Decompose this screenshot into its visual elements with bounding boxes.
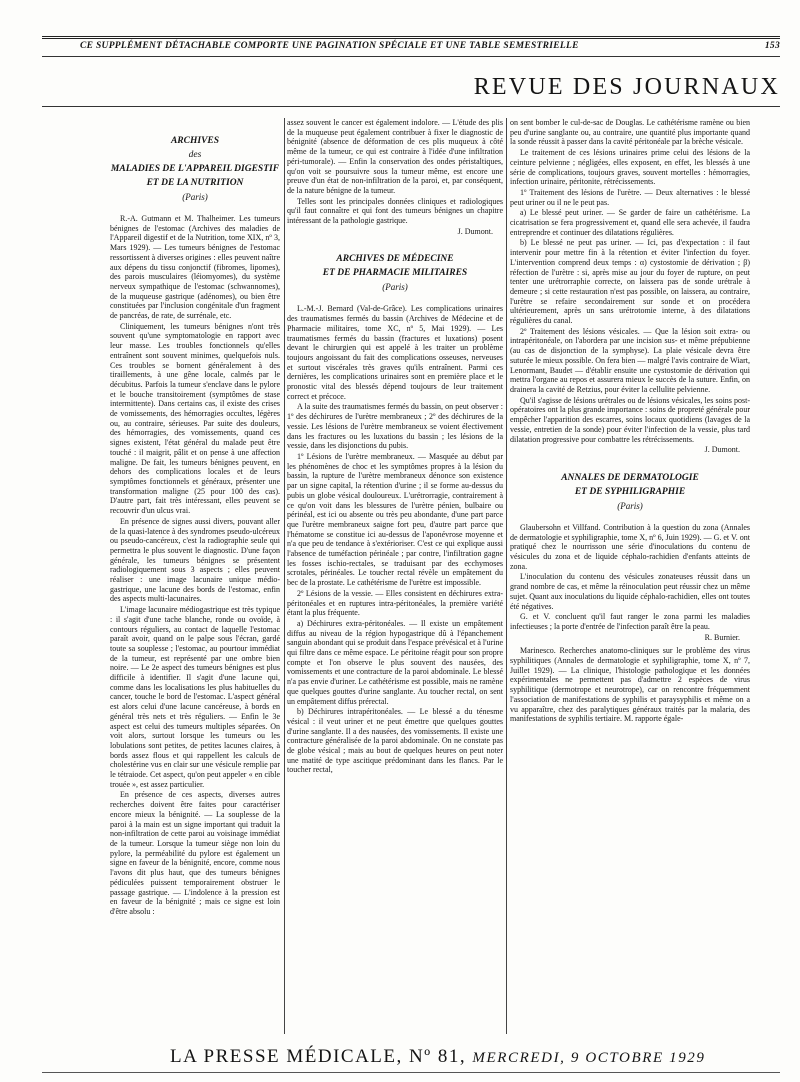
journal-heading-dermatologie (510, 471, 750, 513)
article-paragraph: En présence de ces aspects, diverses autres recherches doivent être faites pour caractériser encore mieux la bénignité. — La souplesse de la paroi à la main est un signe important qui traduit la non-infiltration de cette paroi au voisinage immédiat de la tumeur. Lorsque la tumeur siège non loin du pylore, la perméabilité du pylore est également un signe en faveur de la bénignité, encore, comme nous l'avons dit plus haut, que des tumeurs bénignes pédiculées puissent temporairement obstruer le passage gastrique. — L'indolence à la pression est en faveur de la bénignité ; mais ce signe est loin d'être absolu : (110, 790, 280, 916)
section-title (0, 74, 780, 101)
article-paragraph: L'inoculation du contenu des vésicules zonateuses réussit dans un grand nombre de cas, et même la réinoculation peut réussir chez un même sujet. Quant aux inoculations du liquide céphalo-rachidien, elles ont toutes été négatives. (510, 572, 750, 611)
journal-line: ET DE LA NUTRITION (146, 178, 244, 188)
column-3 (510, 118, 750, 1041)
article-paragraph: on sent bomber le cul-de-sac de Douglas. Le cathétérisme ramène ou bien peu d'urine sanglante ou, au contraire, une quantité plus importante quand la sonde réussit à passer dans la cavité péritonéale par la brèche vésicale. (510, 118, 750, 147)
column-1 (110, 118, 280, 1041)
journal-line: MALADIES DE L'APPAREIL DIGESTIF (110, 164, 280, 174)
author-signature: J. Dumont. (704, 445, 740, 455)
article-paragraph: b) Le blessé ne peut pas uriner. — Ici, pas d'expectation : il faut intervenir pour mettre fin à la rétention et éviter l'infection du foyer. L'intervention comprend deux temps : α) cystostomie de dérivation ; β) réfection de l'urètre : si, après mise au jour du foyer de rupture, on peut tenter une urétrorraphie correcte, on laissera pas de sonde urétrale à demeure ; si cette restauration n'est pas possible, on laissera, au contraire, l'urètre se refaire secondairement sur sonde et on procédera ultérieurement, après un sans urétrotomie interne, à des dilatations régulières du canal. (510, 238, 750, 326)
journal-line: ARCHIVES DE MÉDECINE (336, 254, 454, 265)
journal-heading-militaires (287, 252, 503, 294)
footer-date: MERCREDI, 9 OCTOBRE 1929 (472, 1050, 706, 1066)
article-paragraph: R.-A. Gutmann et M. Thalheimer. Les tumeurs bénignes de l'estomac (Archives des maladies de l'Appareil digestif et de la Nutrition, tome XIX, nº 3, Mars 1929). — Les tumeurs bénignes de l'estomac ressortissent à diverses origines : elles peuvent naître aux dépens du tissu conjonctif (fibromes, lipomes), des parois musculaires (léiomyomes), du système nerveux sympathique de l'estomac (schwannomes), de la muqueuse gastrique (adénomes), ou bien être constituées par l'inclusion congénitale d'un fragment de pancréas, de rate, de surrénale, etc. (110, 214, 280, 321)
journal-line: ANNALES DE DERMATOLOGIE (561, 472, 699, 483)
journal-line: ET DE SYPHILIGRAPHIE (574, 486, 686, 497)
page-footer (170, 1046, 706, 1068)
journal-city: (Paris) (617, 500, 643, 511)
journal-heading-digestif (110, 134, 280, 204)
column-divider-2 (506, 118, 507, 1034)
article-paragraph: Le traitement de ces lésions urinaires prime celui des lésions de la ceinture pelvienne ; négligées, elles exposent, en effet, les blessés à une série de complications, toujours graves, souvent mortelles : hémorragies, infection urinaire, péritonite, rétrécissements. (510, 148, 750, 187)
column-2 (287, 118, 503, 1041)
article-paragraph: Glaubersohn et Villfand. Contribution à la question du zona (Annales de dermatologie et syphiligraphie, tome X, nº 6, Juin 1929). — G. et V. ont pratiqué chez le nourrisson une série d'inoculations du contenu de vésicules du zona et de liquide céphalo-rachidien d'enfants atteints de zona. (510, 522, 750, 571)
article-paragraph: Marinesco. Recherches anatomo-cliniques sur le problème des virus syphilitiques (Annales de dermatologie et syphiligraphie, tome X, nº 7, Juillet 1929). — La clinique, l'histologie pathologique et les données expérimentales ne permettent pas d'admettre 2 espèces de virus syphilitique (dermotrope et neurotrope), car on rencontre fréquemment l'association de manifestations de syphilis et paraysyphilis et même on a vu apparaître, chez des paralytiques généraux traités par la malaria, des manifestations de syphilis tertiaire. M. rapporte égale- (510, 646, 750, 724)
article-paragraph: L'image lacunaire médiogastrique est très typique : il s'agit d'une tache blanche, ronde ou ovoïde, à contours réguliers, au contact de laquelle l'estomac paraît avoir, quand on le palpe sous l'écran, gardé toute sa souplesse ; l'estomac, au pourtour immédiat de la tumeur, est représenté par une ombre bien noire. — Le 2e aspect des tumeurs bénignes est plus difficile à identifier. Il s'agit d'une lacune qui, comme dans les localisations les plus habituelles du cancer, touche le bord de l'estomac. L'aspect général est alors celui d'une lacune cancéreuse, à bords en général très nets et très réguliers. — Enfin le 3e aspect est celui des tumeurs multiples séparées. On voit alors, surtout lorsque les tumeurs ou les lobulations sont petites, de petites lacunes claires, à bords assez flous et qui rappellent les calculs de cholestérine vus en clair sur une vésicule remplie par le tétraiode. Cet aspect, qu'on peut appeler « en cible trouée », est assez particulier. (110, 605, 280, 789)
page-number: 153 (764, 41, 780, 51)
article-paragraph: 1º Lésions de l'urètre membraneux. — Masquée au début par les phénomènes de choc et les symptômes propres à la lésion du bassin, la rupture de l'urètre membraneux dénonce son existence par un signe capital, la rétention d'urine ; il se forme au-dessus du pubis un globe vésical douloureux. L'urétrorragie, contrairement à ce qu'on voit dans les blessures de l'urètre pénien, bulbaire ou périnéal, est ici ou absente ou très peu abondante, d'une part parce que l'urètre membraneux saigne fort peu, d'autre part parce que l'hématome se constitue ici au-dessus de l'aponévrose moyenne et n'a que peu de tendance à s'extérioriser. C'est ce qui explique aussi l'absence de tuméfaction périnéale ; par contre, l'infiltration gagne les fosses ischio-rectales, se traduisant par des ecchymoses scrotales, périnéales. Le toucher rectal révèle un empâtement du bec de la prostate. Le cathétérisme de l'urètre est impossible. (287, 451, 503, 588)
article-paragraph: Qu'il s'agisse de lésions urétrales ou de lésions vésicales, les soins post-opératoires ont la plus grande importance : soins de propreté générale pour empêcher l'apparition des escarres, soins locaux quotidiens (lavages de la vessie, entretien de la sonde) pour éviter l'infection de la vessie, plus tard dilatation progressive pour combattre les rétrécissements. (510, 395, 750, 444)
article-paragraph: G. et V. concluent qu'il faut ranger le zona parmi les maladies infectieuses ; la porte d'entrée de l'infection paraît être la peau. (510, 612, 750, 631)
section-title-text: REVUE DES JOURNAUX (473, 74, 780, 100)
journal-line: des (188, 150, 202, 160)
running-header (80, 38, 780, 54)
footer-journal-name: LA PRESSE MÉDICALE, Nº 81, (170, 1046, 467, 1067)
article-paragraph: Cliniquement, les tumeurs bénignes n'ont très souvent qu'une symptomatologie en rapport avec leur masse. Les troubles fonctionnels qu'elles entraînent sont souvent minimes, quelquefois nuls. Ces troubles se bornent généralement à des tiraillements, à une gêne locale, calmés par le décubitus. Parfois la tumeur s'enclave dans le pylore et le bouche transitoirement (symptômes de stase intermittente). Dans certains cas, il existe des crises de vomissements, des hémorragies occultes, légères ou, au contraire, sérieuses. Par suite des douleurs, des hémorragies, des vomissements, quand ces signes existent, l'état général du malade peut être touché : il maigrit, pâlit et on pense à une affection maligne. De fait, les tumeurs bénignes peuvent, en dehors des complications locales et de leurs symptômes fonctionnels et généraux, présenter une transformation maligne (25 pour 100 des cas). D'autre part, fait très intéressant, elles peuvent se recouvrir d'un ulcus vrai. (110, 321, 280, 516)
article-paragraph: Telles sont les principales données cliniques et radiologiques qu'il faut connaître et qui font des tumeurs bénignes un chapitre intéressant de la pathologie gastrique. (287, 196, 503, 226)
journal-line: ET DE PHARMACIE MILITAIRES (322, 268, 468, 279)
author-signature: J. Dumont. (457, 226, 493, 236)
header-rule (42, 56, 780, 57)
journal-line: ARCHIVES (170, 136, 220, 146)
article-paragraph: 2º Traitement des lésions vésicales. — Que la lésion soit extra- ou intrapéritonéale, on l'abordera par une incision sus- et même prépubienne (au cas de disjonction de la symphyse). La plaie vésicale devra être suturée le mieux possible. On fera bien — malgré l'avis contraire de Wiart, Lenormant, Baudet — d'établir ensuite une cystostomie de dérivation qui mettra l'organe au repos et assurera mieux le succès de la suture. Enfin, on drainera la cavité de Retzius, pour éviter la cellulite pelvienne. (510, 326, 750, 394)
article-paragraph: 1º Traitement des lésions de l'urètre. — Deux alternatives : le blessé peut uriner ou il ne le peut pas. (510, 187, 750, 207)
column-divider-1 (284, 118, 285, 1034)
article-paragraph: assez souvent le cancer est également indolore. — L'étude des plis de la muqueuse peut également contribuer à fixer le diagnostic de bénignité (absence de déformation de ces plis muqueux à côté même de la tumeur, ce qui est contraire à l'idée d'une infiltration péri-tumorale). — Enfin la conservation des ondes péristaltiques, qu'on voit se poursuivre sous la tumeur même, est encore une preuve d'un état de non-infiltration de la paroi, et, par conséquent, de la nature bénigne de la tumeur. (287, 118, 503, 195)
article-paragraph: a) Déchirures extra-péritonéales. — Il existe un empâtement diffus au niveau de la région hypogastrique dû à l'épanchement sanguin abondant qui se produit dans l'espace prévésical et à l'urine qui filtre dans ce même espace. Le péritoine réagit pour son propre compte et l'on observe le plus souvent des nausées, des vomissements et une contracture de la paroi abdominale. Le blessé n'a pas envie d'uriner. Le cathétérisme est possible, mais ne ramène que quelques gouttes d'urine sanglante. Au toucher rectal, on sent un empâtement diffus prérectal. (287, 618, 503, 706)
article-paragraph: 2º Lésions de la vessie. — Elles consistent en déchirures extra-péritonéales et en ruptures intra-péritonéales, la première variété étant la plus fréquente. (287, 588, 503, 618)
title-rule (42, 106, 780, 107)
journal-city: (Paris) (182, 192, 208, 202)
bottom-rule (42, 1072, 780, 1073)
article-paragraph: a) Le blessé peut uriner. — Se garder de faire un cathétérisme. La cicatrisation se fera progressivement et, quand elle sera achevée, il faudra entreprendre et continuer des dilatations régulières. (510, 208, 750, 237)
article-paragraph: L.-M.-J. Bernard (Val-de-Grâce). Les complications urinaires des traumatismes fermés du bassin (Archives de Médecine et de Pharmacie militaires, tome XC, nº 5, Mai 1929). — Les traumatismes fermés du bassin (fractures et luxations) posent devant le chirurgien qui est appelé à les traiter un problème toujours angoissant du fait des complications osseuses, nerveuses et surtout viscérales très graves qu'ils entraînent. Parmi ces dernières, les complications urinaires sont en première place et le pronostic vital des blessés dépend toujours de leur traitement correct et précoce. (287, 304, 503, 401)
article-paragraph: En présence de signes aussi divers, pouvant aller de la quasi-latence à des syndromes pseudo-ulcéreux ou pseudo-cancéreux, c'est la radiographie seule qui permettra le plus souvent le diagnostic. D'une façon générale, les tumeurs bénignes se présentent radiologiquement sous 3 aspects ; elles peuvent réaliser : une image lacunaire unique médio-gastrique, une lacune des bords de l'estomac, enfin des aspects multi-lacunaires. (110, 516, 280, 604)
article-paragraph: A la suite des traumatismes fermés du bassin, on peut observer : 1º des déchirures de l'urètre membraneux ; 2º des déchirures de la vessie. Les lésions de l'urètre membraneux se voient électivement dans les fractures ou les luxations du bassin ; les lésions de la vessie, dans les disjonctions du pubis. (287, 402, 503, 451)
running-title: CE SUPPLÉMENT DÉTACHABLE COMPORTE UNE PAGINATION SPÉCIALE ET UNE TABLE SEMESTRIELLE (80, 41, 579, 51)
author-signature: R. Burnier. (704, 632, 740, 642)
article-paragraph: b) Déchirures intrapéritonéales. — Le blessé a du ténesme vésical : il veut uriner et ne peut émettre que quelques gouttes d'urine sanglante. Il a des nausées, des vomissements. Il existe une contracture généralisée de la paroi abdominale. On ne constate pas de globe vésical ; mais au bout de quelques heures on peut noter une matité de type ascitique prédominant dans les flancs. Par le toucher rectal, (287, 707, 503, 775)
journal-city: (Paris) (382, 282, 408, 293)
